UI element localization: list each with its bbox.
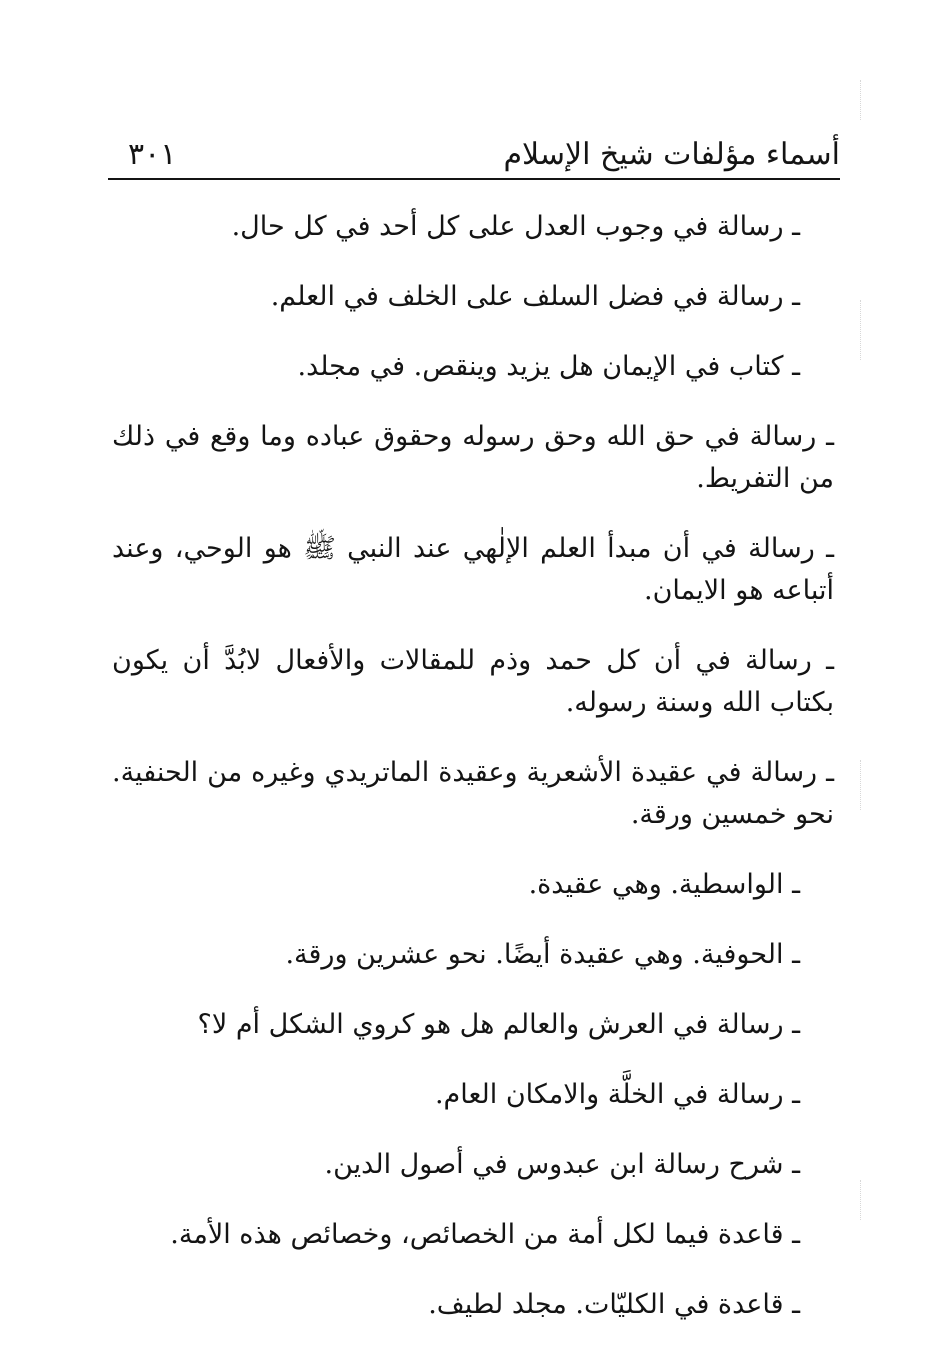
list-item: ـ رسالة في الخلَّة والامكان العام. bbox=[434, 1079, 800, 1110]
margin-speck bbox=[860, 300, 861, 360]
list-item: ـ رسالة في حق الله وحق رسوله وحقوق عباده وما وقع في ذلك من التفريط. bbox=[112, 421, 834, 494]
running-title: أسماء مؤلفات شيخ الإسلام bbox=[503, 137, 840, 172]
page-number: ٣٠١ bbox=[128, 137, 177, 172]
running-header bbox=[108, 132, 840, 178]
list-item: ـ كتاب في الإيمان هل يزيد وينقص. في مجلد. bbox=[297, 351, 800, 382]
margin-speck bbox=[860, 760, 861, 810]
list-item: ـ قاعدة في الكليّات. مجلد لطيف. bbox=[428, 1289, 800, 1320]
list-item: ـ رسالة في وجوب العدل على كل أحد في كل حال. bbox=[231, 211, 800, 242]
list-item: ـ قاعدة فيما لكل أمة من الخصائص، وخصائص هذه الأمة. bbox=[170, 1219, 800, 1250]
margin-speck bbox=[860, 80, 861, 120]
works-list bbox=[112, 206, 834, 1326]
list-item: ـ رسالة في أن كل حمد وذم للمقالات والأفعال لابُدَّ أن يكون بكتاب الله وسنة رسوله. bbox=[112, 645, 834, 718]
list-item: ـ رسالة في عقيدة الأشعرية وعقيدة الماتريدي وغيره من الحنفية. نحو خمسين ورقة. bbox=[112, 757, 834, 830]
list-item: ـ الواسطية. وهي عقيدة. bbox=[528, 869, 800, 900]
list-item: ـ الحوفية. وهي عقيدة أيضًا. نحو عشرين ورقة. bbox=[285, 939, 800, 970]
list-item: ـ رسالة في العرش والعالم هل هو كروي الشكل أم لا؟ bbox=[197, 1009, 800, 1040]
list-item: ـ رسالة في أن مبدأ العلم الإلٰهي عند النبي ﷺ هو الوحي، وعند أتباعه هو الايمان. bbox=[112, 533, 834, 606]
header-rule bbox=[108, 178, 840, 180]
list-item: ـ شرح رسالة ابن عبدوس في أصول الدين. bbox=[324, 1149, 800, 1180]
margin-speck bbox=[860, 1180, 861, 1220]
list-item: ـ رسالة في فضل السلف على الخلف في العلم. bbox=[270, 281, 800, 312]
